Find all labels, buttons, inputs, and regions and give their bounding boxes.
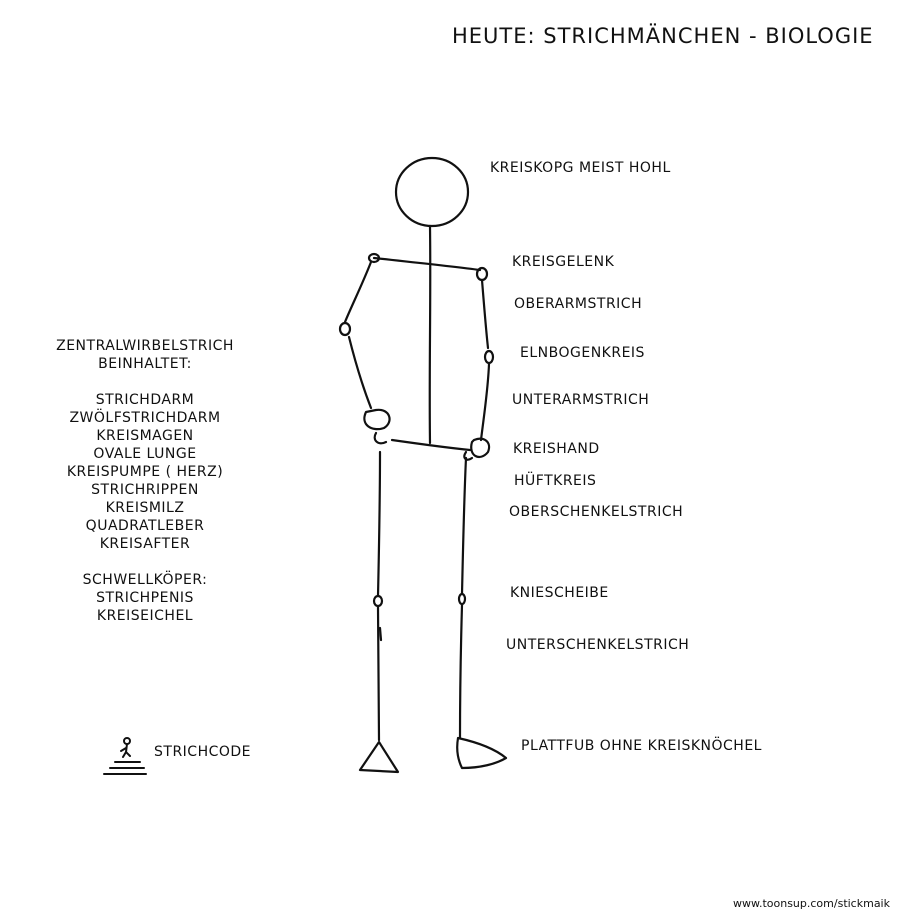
label-upper-arm: OBERARMSTRICH bbox=[514, 296, 643, 312]
right-thigh bbox=[462, 458, 466, 594]
label-hand: KREISHAND bbox=[513, 441, 600, 457]
right-knee bbox=[459, 594, 465, 604]
spine-line bbox=[430, 226, 431, 443]
label-hip: HÜFTKREIS bbox=[514, 473, 597, 489]
left-elbow-joint bbox=[340, 323, 350, 335]
left-upper-arm bbox=[345, 262, 371, 322]
left-shin bbox=[378, 607, 379, 740]
label-elbow: ELNBOGENKREIS bbox=[520, 345, 645, 361]
left-hand bbox=[364, 410, 389, 429]
spine-note-heading-1: ZENTRALWIRBELSTRICH bbox=[56, 338, 234, 354]
left-foot bbox=[360, 742, 398, 772]
left-forearm bbox=[349, 337, 371, 408]
right-foot bbox=[457, 738, 506, 768]
organ-item: KREISMAGEN bbox=[96, 428, 194, 444]
left-hand-fingers bbox=[375, 433, 386, 443]
strichcode-icon bbox=[100, 735, 148, 777]
label-knee: KNIESCHEIBE bbox=[510, 585, 609, 601]
organ-item: OVALE LUNGE bbox=[93, 446, 197, 462]
right-upper-arm bbox=[482, 280, 488, 348]
organ-item: STRICHDARM bbox=[95, 392, 195, 408]
label-shin: UNTERSCHENKELSTRICH bbox=[506, 637, 690, 653]
left-shin-tick bbox=[380, 628, 381, 640]
head-circle bbox=[396, 158, 468, 226]
organ-item: QUADRATLEBER bbox=[85, 518, 205, 534]
left-thigh bbox=[378, 452, 380, 596]
genital-heading: SCHWELLKÖPER: bbox=[82, 572, 208, 588]
title: HEUTE: STRICHMÄNCHEN - BIOLOGIE bbox=[452, 24, 874, 48]
genital-item: KREISEICHEL bbox=[96, 608, 194, 624]
right-forearm bbox=[481, 364, 489, 440]
spine-note-heading-2: BEINHALTET: bbox=[98, 356, 192, 372]
label-head: KREISKOPG MEIST HOHL bbox=[490, 160, 671, 176]
organ-item: ZWÖLFSTRICHDARM bbox=[69, 410, 221, 426]
right-shoulder-joint bbox=[477, 268, 487, 280]
label-joint: KREISGELENK bbox=[512, 254, 615, 270]
spine-contents-note bbox=[30, 337, 260, 625]
label-strichcode: STRICHCODE bbox=[154, 744, 252, 760]
label-forearm: UNTERARMSTRICH bbox=[512, 392, 650, 408]
right-shin bbox=[460, 605, 462, 738]
organ-item: KREISAFTER bbox=[99, 536, 191, 552]
organ-item: KREISMILZ bbox=[105, 500, 185, 516]
organ-item: STRICHRIPPEN bbox=[91, 482, 199, 498]
right-elbow-joint bbox=[485, 351, 493, 363]
label-thigh: OBERSCHENKELSTRICH bbox=[509, 504, 684, 520]
label-foot: PLATTFUB OHNE KREISKNÖCHEL bbox=[521, 738, 762, 754]
left-knee bbox=[374, 596, 382, 606]
right-hand bbox=[471, 439, 489, 457]
credit-url: www.toonsup.com/stickmaik bbox=[732, 897, 890, 910]
organ-item: KREISPUMPE ( HERZ) bbox=[66, 464, 224, 480]
shoulder-line bbox=[374, 258, 480, 270]
genital-item: STRICHPENIS bbox=[96, 590, 194, 606]
